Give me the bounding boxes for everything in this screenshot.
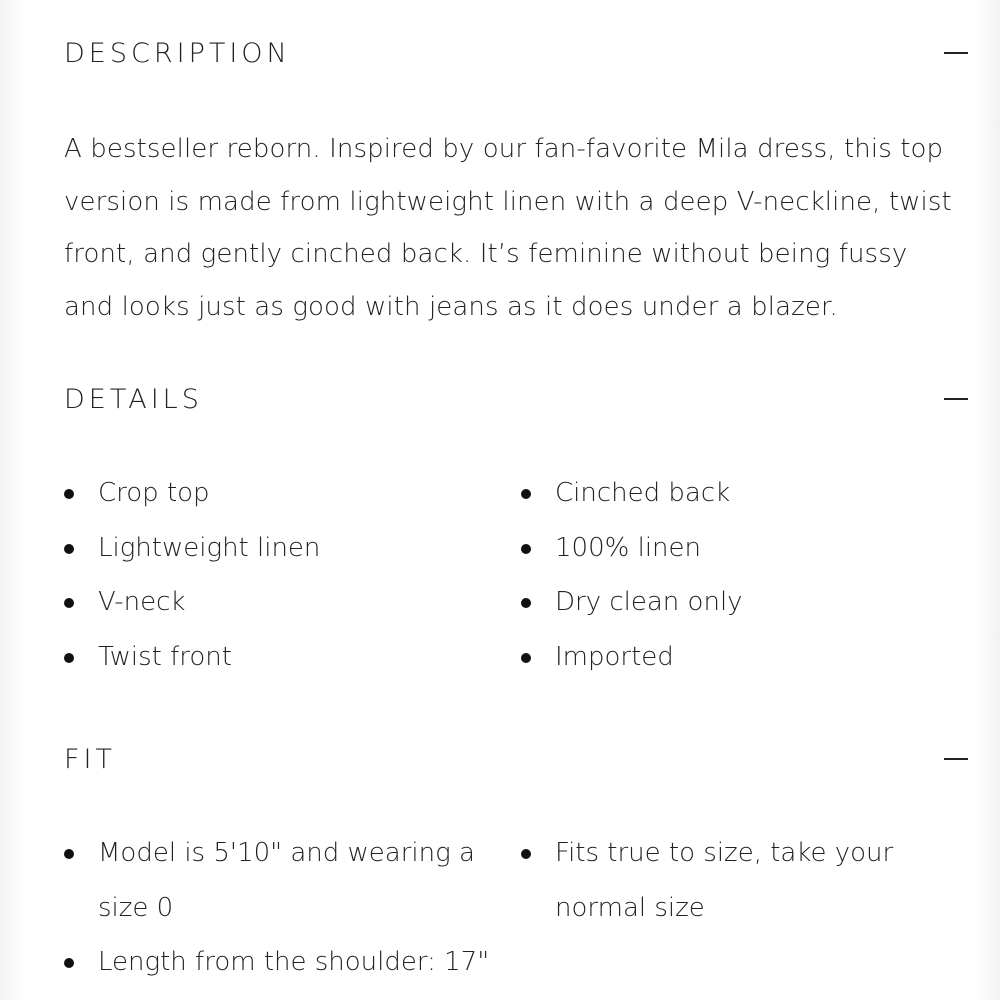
minus-icon[interactable] xyxy=(944,387,968,411)
list-item: Crop top xyxy=(64,466,484,521)
list-item: Imported xyxy=(521,630,951,685)
list-item: Cinched back xyxy=(521,466,951,521)
list-item: Dry clean only xyxy=(521,575,951,630)
minus-icon[interactable] xyxy=(944,41,968,65)
list-item: Model is 5'10" and wearing a size 0 xyxy=(64,826,509,935)
list-item: Length from the shoulder: 17" xyxy=(64,935,509,990)
fit-list-right xyxy=(521,826,921,935)
minus-icon[interactable] xyxy=(944,747,968,771)
description-title: DESCRIPTION xyxy=(64,37,291,69)
list-item: 100% linen xyxy=(521,521,951,576)
details-accordion-header[interactable] xyxy=(64,379,968,419)
fit-title: FIT xyxy=(64,743,116,775)
list-item: Twist front xyxy=(64,630,484,685)
fit-list-left xyxy=(64,826,509,990)
details-list-right xyxy=(521,466,951,684)
list-item: V-neck xyxy=(64,575,484,630)
description-text: A bestseller reborn. Inspired by our fan-favorite Mila dress, this top version is made from lightweight linen with a deep V-neckline, twist front, and gently cinched back. It’s feminine without being fussy and looks just as good with jeans as it does under a blazer. xyxy=(64,134,952,322)
fit-accordion-header[interactable] xyxy=(64,739,968,779)
right-edge-shade xyxy=(976,0,1000,1000)
details-list-left xyxy=(64,466,484,684)
details-title: DETAILS xyxy=(64,383,203,415)
list-item: Fits true to size, take your normal size xyxy=(521,826,921,935)
list-item: Lightweight linen xyxy=(64,521,484,576)
left-edge-shade xyxy=(0,0,26,1000)
description-accordion-header[interactable] xyxy=(64,33,968,73)
